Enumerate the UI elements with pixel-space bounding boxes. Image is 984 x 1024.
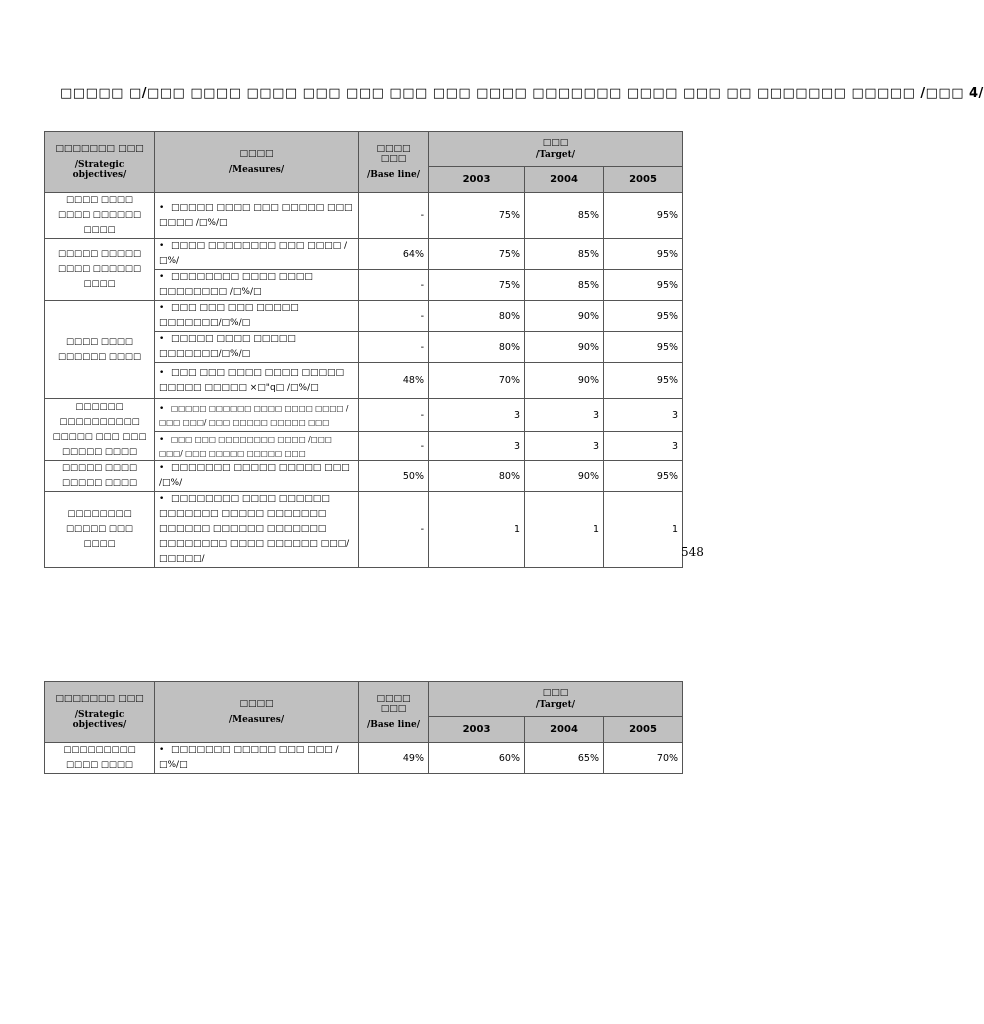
objective-cell: □□□□□ □□□□ □□□□□ □□□□ [45, 461, 155, 492]
target-2004-cell: 3 [525, 399, 604, 432]
objective-cell: □□□□ □□□□ □□□□ □□□□□□ □□□□ [45, 193, 155, 239]
target-2004-cell: 85% [525, 239, 604, 270]
target-2004-cell: 1 [525, 492, 604, 568]
header-year-2003: 2003 [429, 167, 525, 193]
target-2005-cell: 95% [604, 363, 683, 399]
target-2005-cell: 95% [604, 301, 683, 332]
table-row [45, 461, 683, 492]
table-row [45, 301, 683, 332]
measure-cell: • □□□□□ □□□□□□ □□□□ □□□□ □□□□ /□□□ □□□/ □□□ □□□□□ □□□□□ □□□ [155, 399, 359, 432]
baseline-cell: - [359, 332, 429, 363]
page-number: 548 [681, 545, 704, 559]
target-2005-cell: 1 [604, 492, 683, 568]
page-title: □□□□□ □/□□□ □□□□ □□□□ □□□ □□□ □□□ □□□ □□□□ □□□□□□□ □□□□ □□□ □□ □□□□□□□ □□□□□ /□□□ 4/ [60, 86, 984, 101]
baseline-cell: - [359, 399, 429, 432]
target-2003-cell: 80% [429, 461, 525, 492]
target-2004-cell: 3 [525, 432, 604, 461]
measure-cell: • □□□□□ □□□□ □□□□□ □□□□□□□/□%/□ [155, 332, 359, 363]
table-row [45, 492, 683, 568]
targets-table-2 [44, 681, 683, 774]
baseline-cell: 50% [359, 461, 429, 492]
target-2003-cell: 80% [429, 332, 525, 363]
measure-cell: • □□□ □□□ □□□ □□□□□ □□□□□□□/□%/□ [155, 301, 359, 332]
target-2003-cell: 75% [429, 270, 525, 301]
table-row [45, 239, 683, 270]
measure-cell: • □□□□□ □□□□ □□□ □□□□□ □□□ □□□□ /□%/□ [155, 193, 359, 239]
target-2004-cell: 85% [525, 193, 604, 239]
target-2005-cell: 3 [604, 432, 683, 461]
targets-table-1 [44, 131, 683, 568]
measure-cell: • □□□□□□□□ □□□□ □□□□ □□□□□□□□ /□%/□ [155, 270, 359, 301]
header-measures: □□□□ /Measures/ [155, 682, 359, 743]
baseline-cell: - [359, 193, 429, 239]
header-year-2005: 2005 [604, 717, 683, 743]
measure-cell: • □□□ □□□ □□□□□□□□ □□□□ /□□□ □□□/ □□□ □□□□□ □□□□□ □□□ [155, 432, 359, 461]
header-target: □□□ /Target/ [429, 682, 683, 717]
baseline-cell: - [359, 301, 429, 332]
target-2005-cell: 95% [604, 332, 683, 363]
target-2005-cell: 95% [604, 461, 683, 492]
target-2004-cell: 90% [525, 301, 604, 332]
objective-cell: □□□□ □□□□ □□□□□□ □□□□ [45, 301, 155, 399]
target-2005-cell: 95% [604, 239, 683, 270]
header-objectives: □□□□□□□ □□□ /Strategic objectives/ [45, 682, 155, 743]
target-2003-cell: 3 [429, 432, 525, 461]
header-measures: □□□□ /Measures/ [155, 132, 359, 193]
target-2003-cell: 1 [429, 492, 525, 568]
measure-cell: • □□□□ □□□□□□□□ □□□ □□□□ /□%/ [155, 239, 359, 270]
header-year-2004: 2004 [525, 167, 604, 193]
target-2005-cell: 3 [604, 399, 683, 432]
target-2004-cell: 90% [525, 461, 604, 492]
target-2004-cell: 90% [525, 363, 604, 399]
target-2003-cell: 60% [429, 743, 525, 774]
header-year-2003: 2003 [429, 717, 525, 743]
objective-cell: □□□□□ □□□□□ □□□□ □□□□□□ □□□□ [45, 239, 155, 301]
target-2003-cell: 80% [429, 301, 525, 332]
baseline-cell: 48% [359, 363, 429, 399]
target-2003-cell: 70% [429, 363, 525, 399]
table-row [45, 743, 683, 774]
target-2004-cell: 90% [525, 332, 604, 363]
measure-cell: • □□□□□□□□ □□□□ □□□□□□ □□□□□□□ □□□□□ □□□□□□□ □□□□□□ □□□□□□ □□□□□□□ □□□□□□□□ □□□□ □□□□□□ □□□/□□□□□/ [155, 492, 359, 568]
baseline-cell: - [359, 270, 429, 301]
target-2003-cell: 75% [429, 239, 525, 270]
header-baseline: □□□□ □□□ /Base line/ [359, 682, 429, 743]
objective-cell: □□□□□□□□ □□□□□ □□□ □□□□ [45, 492, 155, 568]
header-year-2005: 2005 [604, 167, 683, 193]
baseline-cell: - [359, 492, 429, 568]
target-2004-cell: 65% [525, 743, 604, 774]
baseline-cell: 49% [359, 743, 429, 774]
header-year-2004: 2004 [525, 717, 604, 743]
baseline-cell: - [359, 432, 429, 461]
header-baseline: □□□□ □□□ /Base line/ [359, 132, 429, 193]
objective-cell: □□□□□□□□□ □□□□ □□□□ [45, 743, 155, 774]
objective-cell: □□□□□□ □□□□□□□□□□ □□□□□ □□□ □□□ □□□□□ □□□□ [45, 399, 155, 461]
table-row [45, 399, 683, 432]
target-2003-cell: 3 [429, 399, 525, 432]
measure-cell: • □□□□□□□ □□□□□ □□□ □□□ /□%/□ [155, 743, 359, 774]
header-target: □□□ /Target/ [429, 132, 683, 167]
target-2005-cell: 95% [604, 193, 683, 239]
table-row [45, 193, 683, 239]
header-objectives: □□□□□□□ □□□ /Strategic objectives/ [45, 132, 155, 193]
target-2003-cell: 75% [429, 193, 525, 239]
target-2005-cell: 70% [604, 743, 683, 774]
measure-cell: • □□□□□□□ □□□□□ □□□□□ □□□ /□%/ [155, 461, 359, 492]
target-2004-cell: 85% [525, 270, 604, 301]
measure-cell: • □□□ □□□ □□□□ □□□□ □□□□□ □□□□□ □□□□□ ×□"q□ /□%/□ [155, 363, 359, 399]
baseline-cell: 64% [359, 239, 429, 270]
target-2005-cell: 95% [604, 270, 683, 301]
